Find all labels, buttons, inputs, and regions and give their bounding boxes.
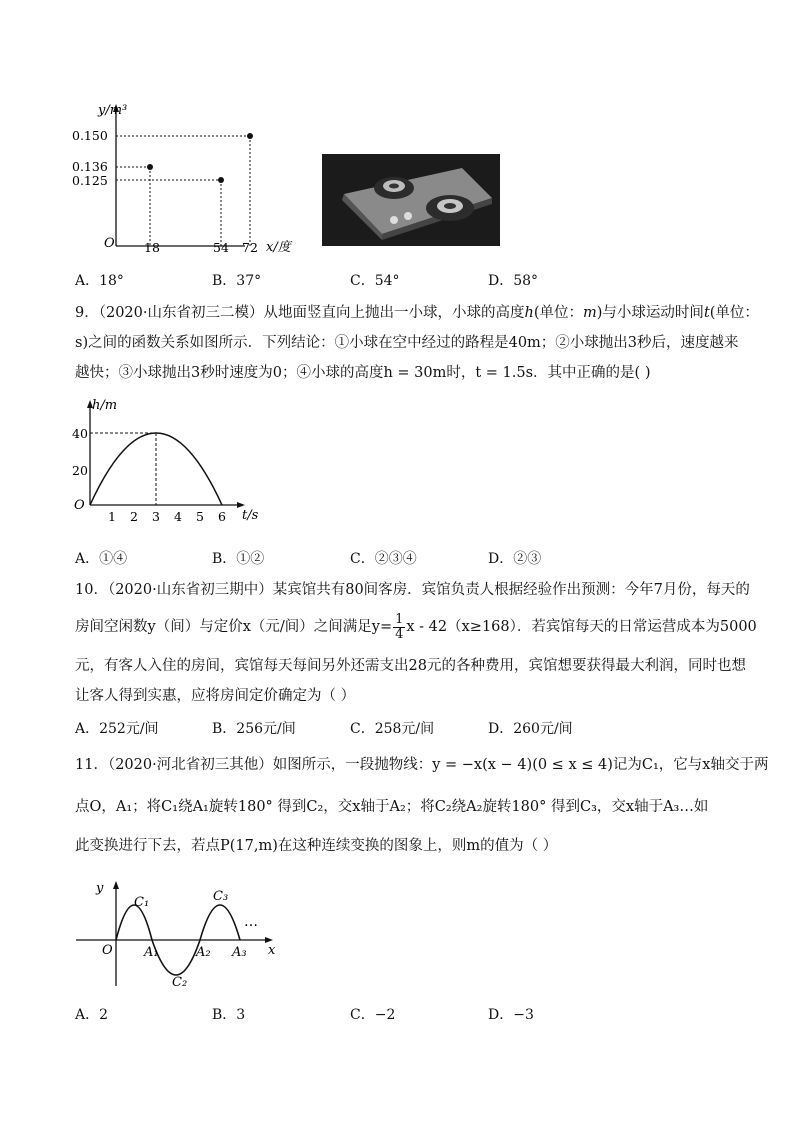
q9-option-b[interactable]: B．①② [212,551,265,567]
q9-option-c[interactable]: C．②③④ [350,551,417,567]
q10-number: 10． [75,582,108,598]
q10-line4: 让客人得到实惠，应将房间定价确定为（ ） [75,688,356,704]
svg-text:1: 1 [108,509,116,524]
q11-line1: 11．（2020·河北省初三其他）如图所示，一段抛物线：y = −x(x − 4)(0 ≤ x ≤ 4)记为C₁，它与x轴交于两 [75,757,769,773]
svg-text:6: 6 [218,509,226,524]
q10-source: （2020·山东省初三期中） [107,582,273,598]
q11-curve-c3 [200,905,240,940]
q11-number: 11． [75,757,108,773]
q9-source: （2020·山东省初三二模） [98,305,264,321]
svg-text:5: 5 [196,509,204,524]
q11-option-c[interactable]: C．−2 [350,1007,396,1023]
q10-line2: 房间空闲数y（间）与定价x（元/间）之间满足y= $\frac{1}{4}$ x - 42（x≥168）．若宾馆每天的日常运营成本为5000 [75,611,757,642]
svg-text:A₂: A₂ [196,945,211,960]
q8-graph [70,100,310,260]
svg-text:A₁: A₁ [144,945,159,960]
q8-x-tick: 18 [144,240,160,255]
q8-x-label: x/度 [266,240,291,255]
svg-text:C₃: C₃ [213,889,229,904]
svg-text:O: O [74,498,85,513]
q8-option-d[interactable]: D．58° [488,273,539,289]
q8-option-b[interactable]: B．37° [212,273,262,289]
q8-y-tick: 0.125 [72,173,108,188]
svg-text:h/m: h/m [92,398,118,413]
q10-line3: 元，有客人入住的房间，宾馆每天每间另外还需支出28元的各种费用，宾馆想要获得最大利润，同时也想 [75,658,746,674]
q9-option-a[interactable]: A．①④ [75,551,128,567]
q8-y-tick: 0.136 [72,159,108,174]
q9-option-d[interactable]: D．②③ [488,551,542,567]
svg-text:y: y [96,881,104,896]
svg-text:…: … [244,914,258,930]
svg-text:x: x [268,943,276,958]
q11-option-b[interactable]: B．3 [212,1007,246,1023]
q8-x-tick: 72 [242,240,258,255]
q11-source: （2020·河北省初三其他） [107,757,273,773]
q8-option-c[interactable]: C．54° [350,273,400,289]
q11-line3: 此变换进行下去，若点P(17,m)在这种连续变换的图象上，则m的值为（ ） [75,838,558,854]
svg-text:A₃: A₃ [232,945,247,960]
q8-y-label: y/m³ [98,103,128,118]
q11-curve-c1 [116,905,152,940]
svg-text:40: 40 [72,426,88,441]
q9-line1: 9．（2020·山东省初三二模）从地面竖直向上抛出一小球，小球的高度h(单位：m)与小球运动时间t(单位： [75,305,759,321]
q11-option-d[interactable]: D．−3 [488,1007,534,1023]
q11-curve-c2 [152,940,200,975]
q9-line3: 越快；③小球抛出3秒时速度为0；④小球的高度h = 30m时，t = 1.5s．其中正确的是( ) [75,365,651,381]
q10-option-d[interactable]: D．260元/间 [488,721,573,737]
q10-option-a[interactable]: A．252元/间 [75,721,159,737]
q8-y-tick: 0.150 [72,128,108,143]
svg-text:3: 3 [152,509,160,524]
q10-fraction: $\frac{1}{4}$ [395,611,404,642]
svg-text:O: O [102,943,113,958]
svg-text:t/s: t/s [242,508,259,523]
q8-point-54 [218,177,224,183]
q10-option-b[interactable]: B．256元/间 [212,721,296,737]
q9-graph [68,395,268,525]
q11-line2: 点O，A₁；将C₁绕A₁旋转180° 得到C₂，交x轴于A₂；将C₂绕A₂旋转180° 得到C₃，交x轴于A₃…如 [75,799,709,815]
q8-origin: O [104,236,115,251]
q9-line2: s)之间的函数关系如图所示．下列结论：①小球在空中经过的路程是40m；②小球抛出3秒后，速度越来 [75,335,739,351]
q8-point-18 [147,164,153,170]
q10-option-c[interactable]: C．258元/间 [350,721,435,737]
q8-point-72 [247,133,253,139]
svg-text:C₁: C₁ [134,895,150,910]
q11-graph [72,876,292,991]
q10-line1: 10．（2020·山东省初三期中）某宾馆共有80间客房．宾馆负责人根据经验作出预测：今年7月份，每天的 [75,582,750,598]
svg-text:20: 20 [72,463,88,478]
gas-stove-photo [322,154,500,246]
q11-option-a[interactable]: A．2 [75,1007,109,1023]
q8-option-a[interactable]: A．18° [75,273,124,289]
svg-text:2: 2 [130,509,138,524]
q9-number: 9． [75,305,99,321]
svg-text:4: 4 [174,509,182,524]
svg-text:C₂: C₂ [172,975,188,990]
q8-x-tick: 54 [213,240,229,255]
